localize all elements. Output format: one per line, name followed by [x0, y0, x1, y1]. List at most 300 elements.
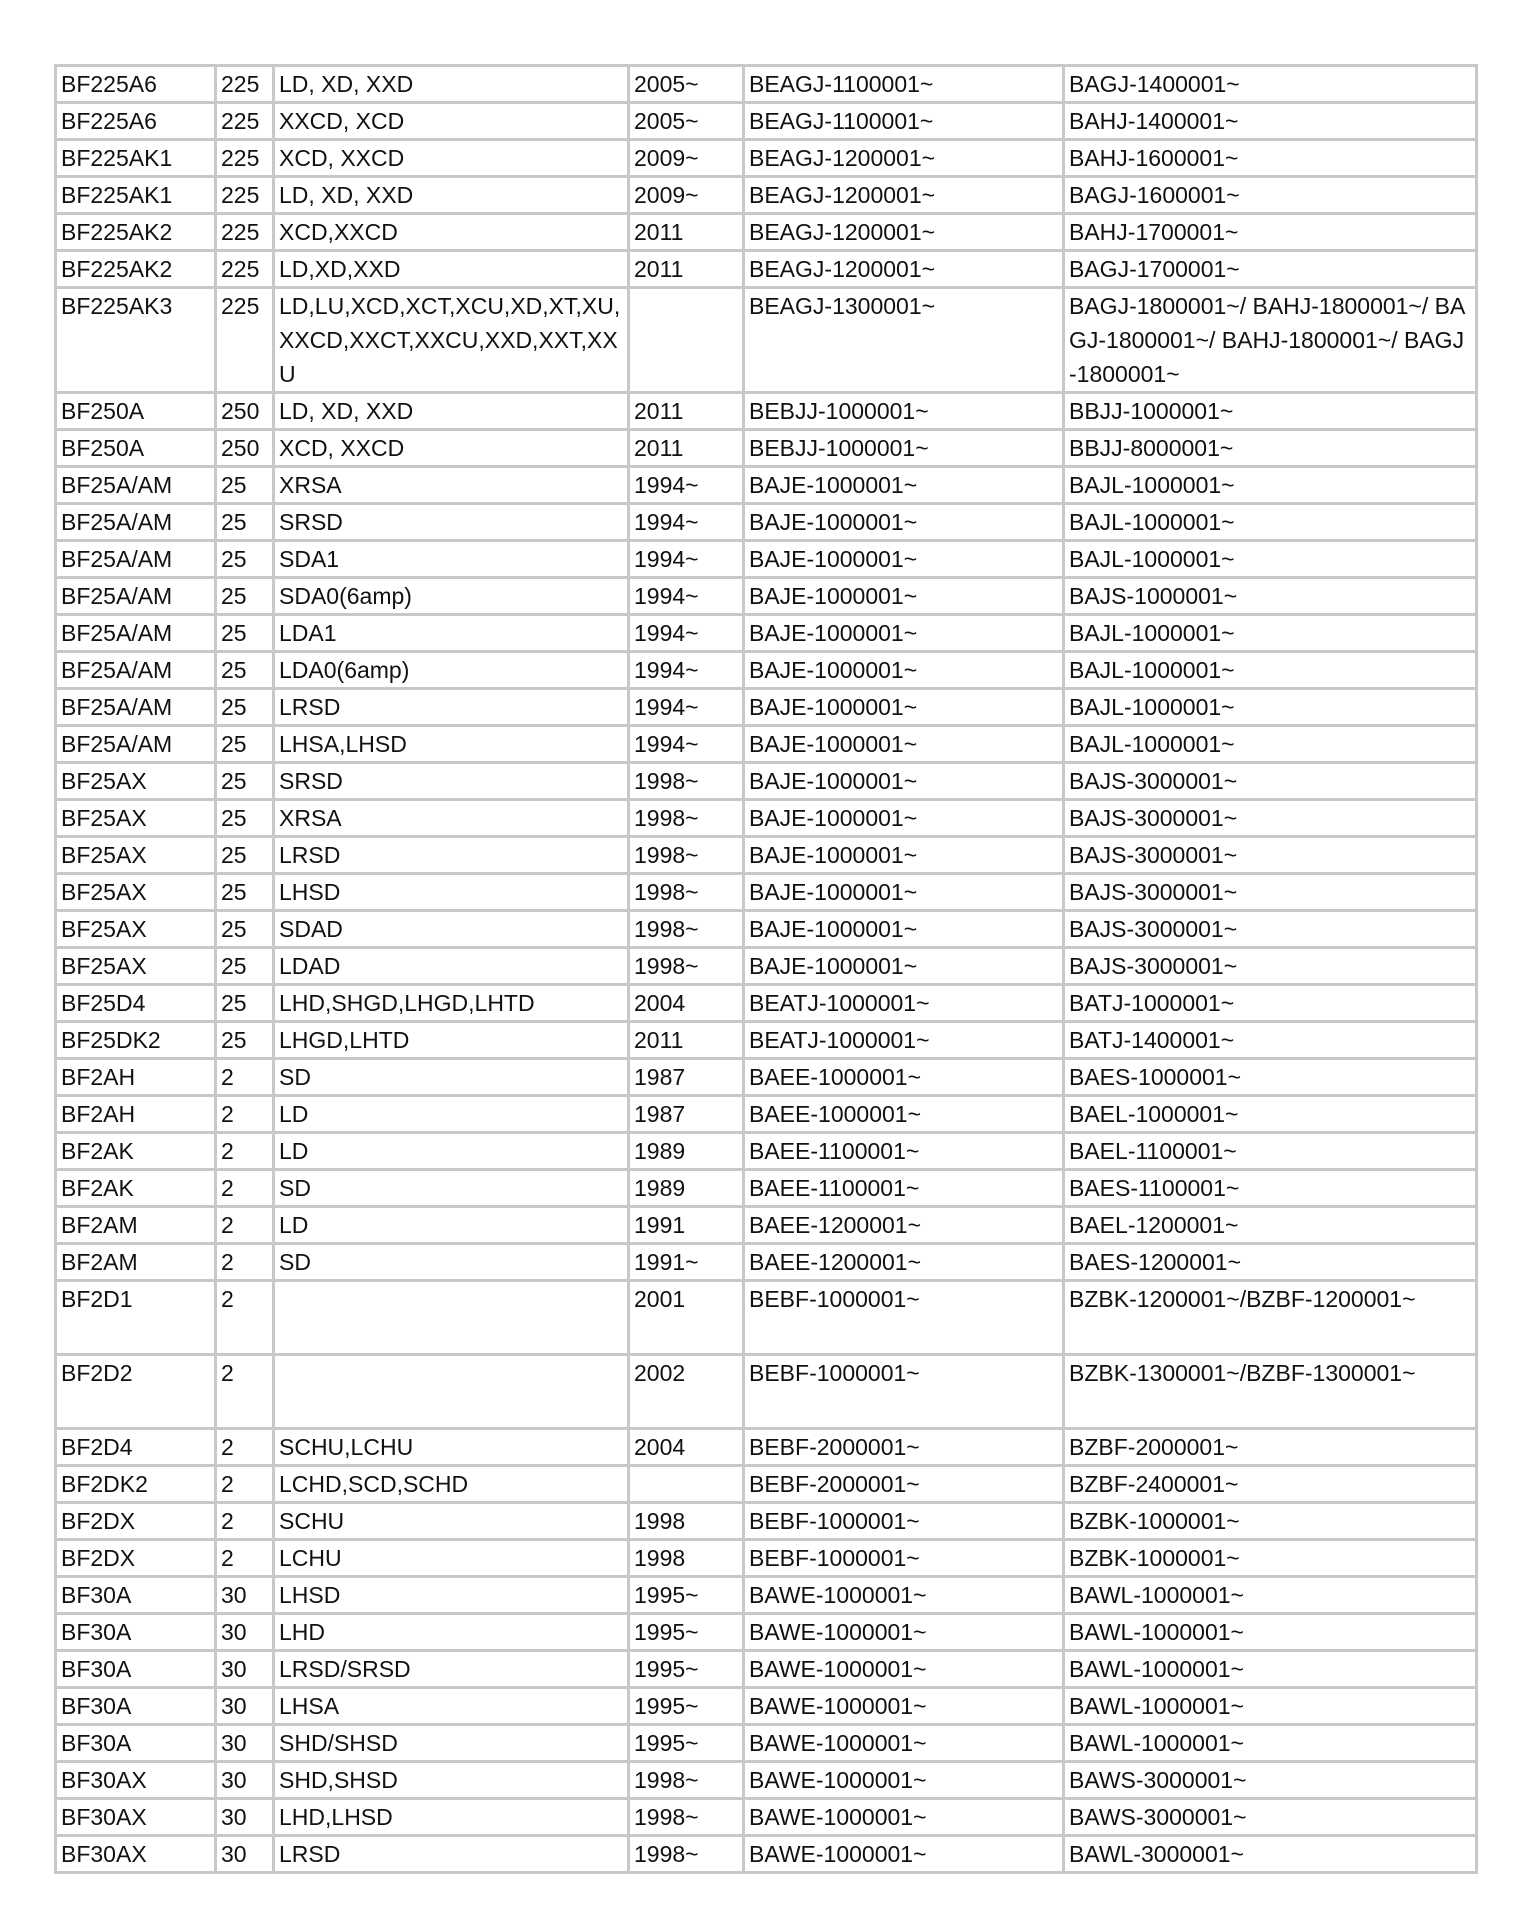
model-cell: BF2AM	[56, 1207, 216, 1244]
engine-serial-cell: BEAGJ-1200001~	[744, 251, 1064, 288]
year-cell	[629, 1466, 744, 1503]
table-row	[56, 1170, 1477, 1207]
engine-serial-cell: BAJE-1000001~	[744, 800, 1064, 837]
table-row	[56, 1577, 1477, 1614]
table-row	[56, 1244, 1477, 1281]
model-cell: BF2D1	[56, 1281, 216, 1355]
year-cell: 2011	[629, 1022, 744, 1059]
year-cell: 1994~	[629, 726, 744, 763]
hp-cell: 225	[216, 103, 274, 140]
frame-serial-cell: BAWS-3000001~	[1064, 1762, 1477, 1799]
frame-serial-cell: BAES-1000001~	[1064, 1059, 1477, 1096]
hp-cell: 2	[216, 1096, 274, 1133]
model-cell: BF225AK1	[56, 140, 216, 177]
model-cell: BF25AX	[56, 874, 216, 911]
model-cell: BF30A	[56, 1725, 216, 1762]
hp-cell: 2	[216, 1207, 274, 1244]
year-cell: 2004	[629, 985, 744, 1022]
hp-cell: 25	[216, 726, 274, 763]
engine-serial-cell: BEBF-1000001~	[744, 1503, 1064, 1540]
model-cell: BF25AX	[56, 948, 216, 985]
model-cell: BF2D2	[56, 1355, 216, 1429]
table-row	[56, 1614, 1477, 1651]
frame-serial-cell: BAEL-1000001~	[1064, 1096, 1477, 1133]
frame-serial-cell: BAJL-1000001~	[1064, 615, 1477, 652]
engine-serial-cell: BAWE-1000001~	[744, 1577, 1064, 1614]
model-cell: BF25A/AM	[56, 726, 216, 763]
model-cell: BF25DK2	[56, 1022, 216, 1059]
type-cell: LDA0(6amp)	[274, 652, 629, 689]
frame-serial-cell: BAWL-1000001~	[1064, 1577, 1477, 1614]
model-cell: BF30A	[56, 1614, 216, 1651]
model-cell: BF2AM	[56, 1244, 216, 1281]
hp-cell: 30	[216, 1577, 274, 1614]
frame-serial-cell: BAWL-1000001~	[1064, 1688, 1477, 1725]
frame-serial-cell: BZBK-1300001~/BZBF-1300001~	[1064, 1355, 1477, 1429]
hp-cell: 2	[216, 1355, 274, 1429]
frame-serial-cell: BBJJ-8000001~	[1064, 430, 1477, 467]
type-cell: SCHU	[274, 1503, 629, 1540]
frame-serial-cell: BAES-1100001~	[1064, 1170, 1477, 1207]
year-cell: 1994~	[629, 578, 744, 615]
frame-serial-cell: BAES-1200001~	[1064, 1244, 1477, 1281]
table-row	[56, 615, 1477, 652]
hp-cell: 25	[216, 689, 274, 726]
engine-serial-cell: BEAGJ-1100001~	[744, 103, 1064, 140]
frame-serial-cell: BAJL-1000001~	[1064, 652, 1477, 689]
engine-serial-cell: BEAGJ-1300001~	[744, 288, 1064, 393]
year-cell: 2005~	[629, 66, 744, 103]
engine-serial-cell: BAEE-1100001~	[744, 1133, 1064, 1170]
frame-serial-cell: BAJS-3000001~	[1064, 837, 1477, 874]
model-cell: BF30AX	[56, 1762, 216, 1799]
type-cell: LRSD	[274, 1836, 629, 1873]
type-cell: LHD	[274, 1614, 629, 1651]
model-cell: BF225AK2	[56, 251, 216, 288]
type-cell: LHGD,LHTD	[274, 1022, 629, 1059]
engine-serial-cell: BAJE-1000001~	[744, 726, 1064, 763]
engine-serial-cell: BEBF-2000001~	[744, 1429, 1064, 1466]
engine-serial-cell: BAEE-1200001~	[744, 1244, 1064, 1281]
year-cell: 1998	[629, 1503, 744, 1540]
table-row	[56, 467, 1477, 504]
frame-serial-cell: BAWL-1000001~	[1064, 1651, 1477, 1688]
table-row	[56, 1466, 1477, 1503]
hp-cell: 25	[216, 652, 274, 689]
table-row	[56, 1799, 1477, 1836]
type-cell: SHD,SHSD	[274, 1762, 629, 1799]
hp-cell: 2	[216, 1429, 274, 1466]
hp-cell: 25	[216, 504, 274, 541]
year-cell: 2005~	[629, 103, 744, 140]
table-row	[56, 874, 1477, 911]
model-cell: BF25A/AM	[56, 578, 216, 615]
hp-cell: 2	[216, 1170, 274, 1207]
table-row	[56, 1022, 1477, 1059]
hp-cell: 30	[216, 1614, 274, 1651]
type-cell	[274, 1355, 629, 1429]
table-row	[56, 214, 1477, 251]
type-cell: LD,XD,XXD	[274, 251, 629, 288]
year-cell: 1998~	[629, 763, 744, 800]
engine-serial-cell: BAJE-1000001~	[744, 541, 1064, 578]
table-row	[56, 541, 1477, 578]
engine-serial-cell: BAWE-1000001~	[744, 1762, 1064, 1799]
frame-serial-cell: BAWS-3000001~	[1064, 1799, 1477, 1836]
type-cell: LD, XD, XXD	[274, 66, 629, 103]
table-row	[56, 726, 1477, 763]
hp-cell: 30	[216, 1836, 274, 1873]
type-cell: LHSD	[274, 874, 629, 911]
frame-serial-cell: BAJL-1000001~	[1064, 689, 1477, 726]
type-cell: LRSD	[274, 837, 629, 874]
year-cell: 1995~	[629, 1577, 744, 1614]
type-cell: XCD, XXCD	[274, 140, 629, 177]
year-cell: 2011	[629, 393, 744, 430]
engine-serial-cell: BEBF-1000001~	[744, 1540, 1064, 1577]
engine-serial-cell: BAJE-1000001~	[744, 504, 1064, 541]
year-cell: 1989	[629, 1170, 744, 1207]
table-body	[56, 66, 1477, 1873]
table-row	[56, 1096, 1477, 1133]
model-cell: BF25D4	[56, 985, 216, 1022]
year-cell: 2011	[629, 430, 744, 467]
type-cell: SDA1	[274, 541, 629, 578]
year-cell: 1998~	[629, 911, 744, 948]
type-cell: LD	[274, 1133, 629, 1170]
table-row	[56, 1207, 1477, 1244]
hp-cell: 2	[216, 1540, 274, 1577]
table-row	[56, 1429, 1477, 1466]
table-row	[56, 66, 1477, 103]
table-row	[56, 1133, 1477, 1170]
engine-serial-cell: BAEE-1200001~	[744, 1207, 1064, 1244]
frame-serial-cell: BAJL-1000001~	[1064, 504, 1477, 541]
engine-serial-cell: BAJE-1000001~	[744, 911, 1064, 948]
serial-number-table	[54, 64, 1478, 1874]
type-cell: SRSD	[274, 504, 629, 541]
engine-serial-cell: BAJE-1000001~	[744, 467, 1064, 504]
hp-cell: 30	[216, 1651, 274, 1688]
year-cell: 1998~	[629, 1836, 744, 1873]
model-cell: BF25A/AM	[56, 504, 216, 541]
frame-serial-cell: BAJS-3000001~	[1064, 763, 1477, 800]
engine-serial-cell: BAJE-1000001~	[744, 948, 1064, 985]
engine-serial-cell: BEBJJ-1000001~	[744, 393, 1064, 430]
frame-serial-cell: BZBK-1000001~	[1064, 1503, 1477, 1540]
engine-serial-cell: BEBF-1000001~	[744, 1355, 1064, 1429]
frame-serial-cell: BAEL-1100001~	[1064, 1133, 1477, 1170]
engine-serial-cell: BEAGJ-1100001~	[744, 66, 1064, 103]
frame-serial-cell: BAGJ-1700001~	[1064, 251, 1477, 288]
engine-serial-cell: BAEE-1000001~	[744, 1059, 1064, 1096]
table-row	[56, 1651, 1477, 1688]
model-cell: BF30AX	[56, 1836, 216, 1873]
engine-serial-cell: BAEE-1000001~	[744, 1096, 1064, 1133]
year-cell: 2001	[629, 1281, 744, 1355]
year-cell: 1998~	[629, 837, 744, 874]
table-row	[56, 288, 1477, 393]
year-cell: 2009~	[629, 177, 744, 214]
hp-cell: 2	[216, 1281, 274, 1355]
table-row	[56, 800, 1477, 837]
hp-cell: 25	[216, 911, 274, 948]
frame-serial-cell: BAGJ-1800001~/ BAHJ-1800001~/ BAGJ-1800001~/ BAHJ-1800001~/ BAGJ-1800001~	[1064, 288, 1477, 393]
type-cell: SRSD	[274, 763, 629, 800]
frame-serial-cell: BAGJ-1600001~	[1064, 177, 1477, 214]
model-cell: BF2AK	[56, 1170, 216, 1207]
hp-cell: 30	[216, 1762, 274, 1799]
table-row	[56, 837, 1477, 874]
hp-cell: 225	[216, 251, 274, 288]
hp-cell: 225	[216, 66, 274, 103]
year-cell: 1991~	[629, 1244, 744, 1281]
hp-cell: 25	[216, 615, 274, 652]
model-cell: BF25A/AM	[56, 467, 216, 504]
hp-cell: 25	[216, 948, 274, 985]
model-cell: BF2AK	[56, 1133, 216, 1170]
table-row	[56, 911, 1477, 948]
frame-serial-cell: BAGJ-1400001~	[1064, 66, 1477, 103]
year-cell: 1998	[629, 1540, 744, 1577]
table-row	[56, 1836, 1477, 1873]
hp-cell: 225	[216, 288, 274, 393]
engine-serial-cell: BAEE-1100001~	[744, 1170, 1064, 1207]
year-cell: 1994~	[629, 652, 744, 689]
hp-cell: 25	[216, 763, 274, 800]
engine-serial-cell: BAJE-1000001~	[744, 578, 1064, 615]
engine-serial-cell: BEAGJ-1200001~	[744, 140, 1064, 177]
table-row	[56, 763, 1477, 800]
table-row	[56, 1355, 1477, 1429]
hp-cell: 2	[216, 1503, 274, 1540]
engine-serial-cell: BAJE-1000001~	[744, 689, 1064, 726]
engine-serial-cell: BAWE-1000001~	[744, 1799, 1064, 1836]
hp-cell: 25	[216, 541, 274, 578]
table-row	[56, 1540, 1477, 1577]
engine-serial-cell: BAWE-1000001~	[744, 1725, 1064, 1762]
type-cell: LHSA,LHSD	[274, 726, 629, 763]
model-cell: BF25A/AM	[56, 689, 216, 726]
frame-serial-cell: BAJS-3000001~	[1064, 948, 1477, 985]
hp-cell: 25	[216, 467, 274, 504]
table-row	[56, 393, 1477, 430]
hp-cell: 2	[216, 1133, 274, 1170]
engine-serial-cell: BEATJ-1000001~	[744, 985, 1064, 1022]
type-cell: LDA1	[274, 615, 629, 652]
engine-serial-cell: BEBJJ-1000001~	[744, 430, 1064, 467]
model-cell: BF25AX	[56, 800, 216, 837]
model-cell: BF30A	[56, 1688, 216, 1725]
type-cell: LD, XD, XXD	[274, 177, 629, 214]
table-row	[56, 140, 1477, 177]
year-cell: 1991	[629, 1207, 744, 1244]
year-cell: 2002	[629, 1355, 744, 1429]
model-cell: BF30A	[56, 1651, 216, 1688]
year-cell: 1998~	[629, 1762, 744, 1799]
type-cell: LRSD	[274, 689, 629, 726]
hp-cell: 25	[216, 578, 274, 615]
engine-serial-cell: BAWE-1000001~	[744, 1651, 1064, 1688]
year-cell: 1998~	[629, 948, 744, 985]
hp-cell: 2	[216, 1466, 274, 1503]
year-cell: 1994~	[629, 541, 744, 578]
type-cell: SDA0(6amp)	[274, 578, 629, 615]
frame-serial-cell: BAEL-1200001~	[1064, 1207, 1477, 1244]
hp-cell: 25	[216, 800, 274, 837]
engine-serial-cell: BAJE-1000001~	[744, 763, 1064, 800]
frame-serial-cell: BATJ-1400001~	[1064, 1022, 1477, 1059]
year-cell: 1994~	[629, 689, 744, 726]
model-cell: BF25AX	[56, 763, 216, 800]
document-page	[54, 64, 1478, 1874]
type-cell: LD, XD, XXD	[274, 393, 629, 430]
year-cell: 1989	[629, 1133, 744, 1170]
table-row	[56, 1762, 1477, 1799]
table-row	[56, 985, 1477, 1022]
model-cell: BF2AH	[56, 1059, 216, 1096]
hp-cell: 250	[216, 393, 274, 430]
model-cell: BF25A/AM	[56, 541, 216, 578]
model-cell: BF250A	[56, 393, 216, 430]
frame-serial-cell: BAJL-1000001~	[1064, 541, 1477, 578]
engine-serial-cell: BAJE-1000001~	[744, 652, 1064, 689]
year-cell: 2011	[629, 214, 744, 251]
table-row	[56, 652, 1477, 689]
type-cell: LDAD	[274, 948, 629, 985]
frame-serial-cell: BAJS-3000001~	[1064, 874, 1477, 911]
hp-cell: 30	[216, 1688, 274, 1725]
table-row	[56, 251, 1477, 288]
hp-cell: 250	[216, 430, 274, 467]
frame-serial-cell: BZBK-1200001~/BZBF-1200001~	[1064, 1281, 1477, 1355]
model-cell: BF30AX	[56, 1799, 216, 1836]
engine-serial-cell: BEBF-1000001~	[744, 1281, 1064, 1355]
table-row	[56, 430, 1477, 467]
type-cell	[274, 1281, 629, 1355]
year-cell: 1987	[629, 1059, 744, 1096]
year-cell: 1998~	[629, 800, 744, 837]
frame-serial-cell: BAHJ-1600001~	[1064, 140, 1477, 177]
frame-serial-cell: BATJ-1000001~	[1064, 985, 1477, 1022]
year-cell	[629, 288, 744, 393]
type-cell: LD	[274, 1207, 629, 1244]
year-cell: 1998~	[629, 1799, 744, 1836]
frame-serial-cell: BZBF-2400001~	[1064, 1466, 1477, 1503]
model-cell: BF2DK2	[56, 1466, 216, 1503]
frame-serial-cell: BAHJ-1400001~	[1064, 103, 1477, 140]
frame-serial-cell: BAWL-3000001~	[1064, 1836, 1477, 1873]
year-cell: 1994~	[629, 504, 744, 541]
year-cell: 1987	[629, 1096, 744, 1133]
model-cell: BF25A/AM	[56, 652, 216, 689]
year-cell: 1995~	[629, 1614, 744, 1651]
frame-serial-cell: BAJL-1000001~	[1064, 726, 1477, 763]
model-cell: BF2DX	[56, 1540, 216, 1577]
hp-cell: 25	[216, 985, 274, 1022]
model-cell: BF225A6	[56, 103, 216, 140]
table-row	[56, 948, 1477, 985]
year-cell: 2009~	[629, 140, 744, 177]
table-row	[56, 1503, 1477, 1540]
table-row	[56, 689, 1477, 726]
frame-serial-cell: BAJL-1000001~	[1064, 467, 1477, 504]
hp-cell: 25	[216, 874, 274, 911]
type-cell: SDAD	[274, 911, 629, 948]
model-cell: BF225A6	[56, 66, 216, 103]
type-cell: LD	[274, 1096, 629, 1133]
table-row	[56, 504, 1477, 541]
year-cell: 1995~	[629, 1651, 744, 1688]
engine-serial-cell: BAWE-1000001~	[744, 1836, 1064, 1873]
type-cell: SD	[274, 1170, 629, 1207]
type-cell: SHD/SHSD	[274, 1725, 629, 1762]
type-cell: LHD,LHSD	[274, 1799, 629, 1836]
type-cell: LCHD,SCD,SCHD	[274, 1466, 629, 1503]
frame-serial-cell: BZBF-2000001~	[1064, 1429, 1477, 1466]
hp-cell: 225	[216, 177, 274, 214]
model-cell: BF225AK2	[56, 214, 216, 251]
type-cell: LHSA	[274, 1688, 629, 1725]
engine-serial-cell: BAWE-1000001~	[744, 1688, 1064, 1725]
type-cell: LCHU	[274, 1540, 629, 1577]
engine-serial-cell: BAJE-1000001~	[744, 615, 1064, 652]
engine-serial-cell: BEAGJ-1200001~	[744, 177, 1064, 214]
frame-serial-cell: BAJS-3000001~	[1064, 800, 1477, 837]
type-cell: XCD,XXCD	[274, 214, 629, 251]
year-cell: 2011	[629, 251, 744, 288]
year-cell: 1994~	[629, 615, 744, 652]
type-cell: SCHU,LCHU	[274, 1429, 629, 1466]
table-row	[56, 1688, 1477, 1725]
type-cell: LRSD/SRSD	[274, 1651, 629, 1688]
hp-cell: 2	[216, 1059, 274, 1096]
engine-serial-cell: BAWE-1000001~	[744, 1614, 1064, 1651]
model-cell: BF30A	[56, 1577, 216, 1614]
hp-cell: 25	[216, 837, 274, 874]
frame-serial-cell: BBJJ-1000001~	[1064, 393, 1477, 430]
type-cell: LD,LU,XCD,XCT,XCU,XD,XT,XU,XXCD,XXCT,XXCU,XXD,XXT,XXU	[274, 288, 629, 393]
type-cell: XRSA	[274, 467, 629, 504]
table-row	[56, 103, 1477, 140]
hp-cell: 2	[216, 1244, 274, 1281]
type-cell: LHSD	[274, 1577, 629, 1614]
hp-cell: 30	[216, 1725, 274, 1762]
model-cell: BF25AX	[56, 911, 216, 948]
engine-serial-cell: BEATJ-1000001~	[744, 1022, 1064, 1059]
year-cell: 1995~	[629, 1688, 744, 1725]
year-cell: 2004	[629, 1429, 744, 1466]
year-cell: 1998~	[629, 874, 744, 911]
table-row	[56, 177, 1477, 214]
model-cell: BF2DX	[56, 1503, 216, 1540]
table-row	[56, 1281, 1477, 1355]
model-cell: BF25A/AM	[56, 615, 216, 652]
type-cell: XXCD, XCD	[274, 103, 629, 140]
model-cell: BF25AX	[56, 837, 216, 874]
type-cell: XRSA	[274, 800, 629, 837]
frame-serial-cell: BAHJ-1700001~	[1064, 214, 1477, 251]
frame-serial-cell: BAWL-1000001~	[1064, 1725, 1477, 1762]
engine-serial-cell: BAJE-1000001~	[744, 837, 1064, 874]
year-cell: 1994~	[629, 467, 744, 504]
frame-serial-cell: BAJS-3000001~	[1064, 911, 1477, 948]
engine-serial-cell: BEBF-2000001~	[744, 1466, 1064, 1503]
type-cell: SD	[274, 1059, 629, 1096]
engine-serial-cell: BEAGJ-1200001~	[744, 214, 1064, 251]
frame-serial-cell: BAJS-1000001~	[1064, 578, 1477, 615]
hp-cell: 25	[216, 1022, 274, 1059]
